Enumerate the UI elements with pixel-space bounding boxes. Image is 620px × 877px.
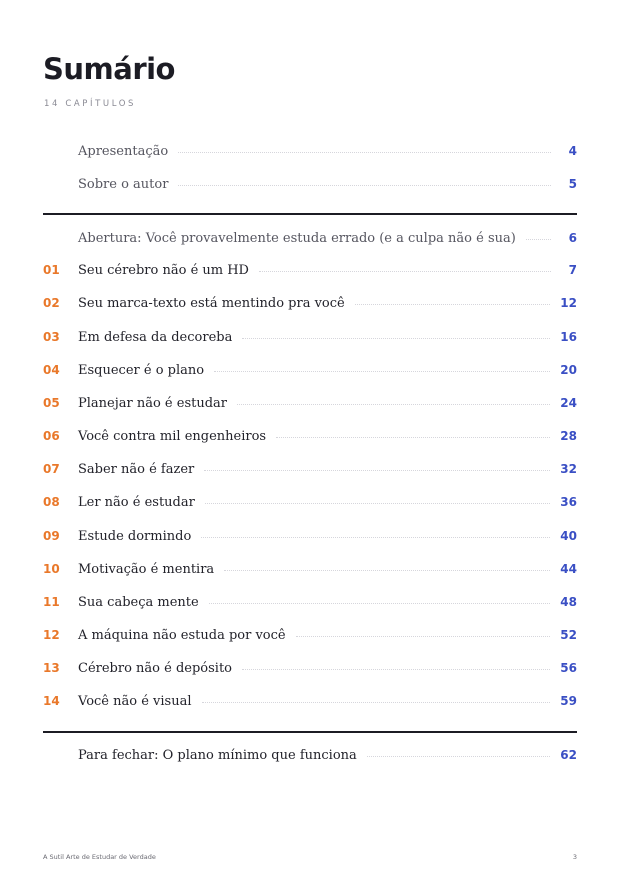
chapter-count: 14 CAPÍTULOS	[44, 99, 137, 109]
chapter-title: Ler não é estudar	[78, 494, 195, 510]
dotted-leader	[237, 404, 550, 405]
chapter-page-number: 52	[560, 628, 577, 642]
chapter-title: Você não é visual	[78, 693, 192, 709]
chapter-page-number: 12	[560, 296, 577, 310]
toc-entry-chapter[interactable]	[43, 259, 577, 281]
toc-entry-chapter[interactable]	[43, 591, 577, 613]
chapter-title: Seu marca-texto está mentindo pra você	[78, 295, 345, 311]
chapter-number: 13	[43, 661, 60, 675]
dotted-leader	[178, 185, 551, 186]
toc-entry-chapter[interactable]	[43, 425, 577, 447]
dotted-leader	[209, 603, 551, 604]
chapter-page-number: 20	[560, 363, 577, 377]
dotted-leader	[367, 756, 551, 757]
toc-entry-chapter[interactable]	[43, 359, 577, 381]
chapter-number: 05	[43, 396, 60, 410]
chapter-number: 07	[43, 462, 60, 476]
chapter-title: Esquecer é o plano	[78, 362, 205, 378]
toc-entry-chapter[interactable]	[43, 326, 577, 348]
dotted-leader	[205, 503, 550, 504]
toc-entry-chapter[interactable]	[43, 657, 577, 679]
chapter-title: Seu cérebro não é um HD	[78, 262, 249, 278]
chapter-number: 03	[43, 330, 60, 344]
toc-entry-opening[interactable]	[43, 227, 577, 249]
dotted-leader	[276, 437, 550, 438]
toc-entry-chapter[interactable]	[43, 525, 577, 547]
chapter-page-number: 40	[560, 529, 577, 543]
entry-page-number: 5	[568, 177, 577, 191]
dotted-leader	[202, 702, 551, 703]
section-divider	[43, 213, 577, 215]
chapter-number: 06	[43, 429, 60, 443]
dotted-leader	[224, 570, 550, 571]
page-title: Sumário	[43, 52, 175, 86]
dotted-leader	[242, 669, 550, 670]
chapter-title: A máquina não estuda por você	[78, 627, 286, 643]
chapter-title: Saber não é fazer	[78, 461, 195, 477]
chapter-page-number: 56	[560, 661, 577, 675]
dotted-leader	[204, 470, 550, 471]
chapter-page-number: 24	[560, 396, 577, 410]
entry-page-number: 6	[568, 231, 577, 245]
dotted-leader	[526, 239, 551, 240]
chapter-title: Planejar não é estudar	[78, 395, 228, 411]
toc-entry-chapter[interactable]	[43, 392, 577, 414]
chapter-number: 08	[43, 495, 60, 509]
chapter-title: Cérebro não é depósito	[78, 660, 232, 676]
chapter-number: 09	[43, 529, 60, 543]
dotted-leader	[201, 537, 550, 538]
chapter-title: Motivação é mentira	[78, 561, 215, 577]
chapter-page-number: 36	[560, 495, 577, 509]
chapter-title: Estude dormindo	[78, 528, 192, 544]
chapter-page-number: 16	[560, 330, 577, 344]
chapter-number: 14	[43, 694, 60, 708]
chapter-number: 01	[43, 263, 60, 277]
toc-entry-chapter[interactable]	[43, 624, 577, 646]
chapter-page-number: 44	[560, 562, 577, 576]
chapter-page-number: 32	[560, 462, 577, 476]
chapter-page-number: 59	[560, 694, 577, 708]
entry-page-number: 4	[568, 144, 577, 158]
dotted-leader	[178, 152, 551, 153]
entry-title: Sobre o autor	[78, 176, 169, 192]
chapter-number: 02	[43, 296, 60, 310]
toc-entry-chapter[interactable]	[43, 458, 577, 480]
toc-entry-chapter[interactable]	[43, 491, 577, 513]
chapter-page-number: 28	[560, 429, 577, 443]
chapter-page-number: 7	[568, 263, 577, 277]
chapter-title: Em defesa da decoreba	[78, 329, 233, 345]
dotted-leader	[242, 338, 550, 339]
chapter-number: 12	[43, 628, 60, 642]
entry-page-number: 62	[560, 748, 577, 762]
chapter-number: 11	[43, 595, 60, 609]
chapter-page-number: 48	[560, 595, 577, 609]
toc-entry-chapter[interactable]	[43, 690, 577, 712]
chapter-title: Sua cabeça mente	[78, 594, 199, 610]
toc-entry-about-author[interactable]	[43, 173, 577, 195]
dotted-leader	[214, 371, 550, 372]
dotted-leader	[355, 304, 551, 305]
chapter-title: Você contra mil engenheiros	[78, 428, 267, 444]
toc-entry-chapter[interactable]	[43, 292, 577, 314]
dotted-leader	[259, 271, 551, 272]
section-divider	[43, 731, 577, 733]
entry-title: Para fechar: O plano mínimo que funciona	[78, 747, 357, 763]
toc-entry-presentation[interactable]	[43, 140, 577, 162]
dotted-leader	[296, 636, 551, 637]
chapter-number: 04	[43, 363, 60, 377]
entry-title: Apresentação	[78, 143, 169, 159]
footer-page-number: 3	[572, 853, 577, 861]
toc-entry-closing[interactable]	[43, 744, 577, 766]
footer-book-title: A Sutil Arte de Estudar de Verdade	[43, 853, 156, 861]
chapter-number: 10	[43, 562, 60, 576]
entry-title: Abertura: Você provavelmente estuda errado (e a culpa não é sua)	[78, 230, 516, 246]
toc-entry-chapter[interactable]	[43, 558, 577, 580]
